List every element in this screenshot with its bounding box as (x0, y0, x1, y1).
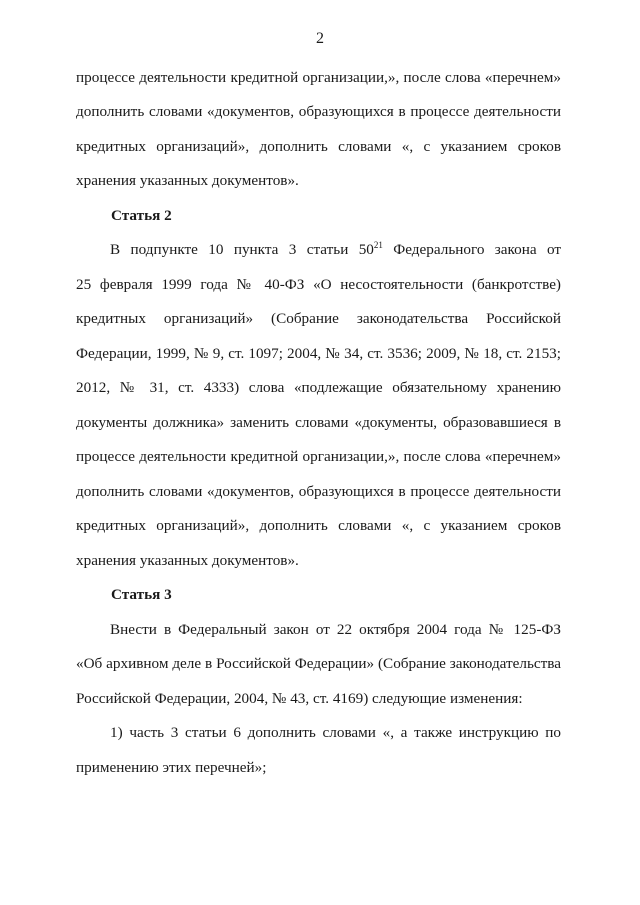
paragraph-line: процессе деятельности кредитной организации,», после слова «перечнем» (76, 448, 561, 465)
paragraph-line: кредитных организаций», дополнить словами «, с указанием сроков (76, 138, 561, 155)
paragraph-line: кредитных организаций» (Собрание законодательства Российской (76, 310, 561, 327)
paragraph-line: хранения указанных документов». (76, 172, 299, 189)
line-text: В подпункте 10 пункта 3 статьи 50 (110, 241, 374, 258)
paragraph-line: процессе деятельности кредитной организации,», после слова «перечнем» (76, 69, 561, 86)
paragraph-line: дополнить словами «документов, образующихся в процессе деятельности (76, 103, 561, 120)
paragraph-line: 25 февраля 1999 года № 40-ФЗ «О несостоятельности (банкротстве) (76, 276, 561, 293)
paragraph-line: хранения указанных документов». (76, 552, 299, 569)
paragraph-line: Внести в Федеральный закон от 22 октября 2004 года № 125-ФЗ (110, 621, 561, 638)
paragraph-line: дополнить словами «документов, образующихся в процессе деятельности (76, 483, 561, 500)
paragraph-line: 2012, № 31, ст. 4333) слова «подлежащие обязательному хранению (76, 379, 561, 396)
paragraph-line: кредитных организаций», дополнить словами «, с указанием сроков (76, 517, 561, 534)
line-text: Федерального закона от (382, 241, 561, 258)
paragraph-line: 1) часть 3 статьи 6 дополнить словами «, а также инструкцию по (110, 724, 561, 741)
paragraph-line: Российской Федерации, 2004, № 43, ст. 4169) следующие изменения: (76, 690, 523, 707)
article-2-heading: Статья 2 (111, 207, 172, 224)
superscript: 21 (373, 240, 383, 250)
page-number: 2 (316, 30, 324, 47)
paragraph-line: документы должника» заменить словами «документы, образовавшиеся в (76, 414, 561, 431)
paragraph-line: «Об архивном деле в Российской Федерации» (Собрание законодательства (76, 655, 561, 672)
paragraph-line (110, 240, 561, 260)
article-3-heading: Статья 3 (111, 586, 172, 603)
paragraph-line: применению этих перечней»; (76, 759, 267, 776)
paragraph-line: Федерации, 1999, № 9, ст. 1097; 2004, № 34, ст. 3536; 2009, № 18, ст. 2153; (76, 345, 561, 362)
